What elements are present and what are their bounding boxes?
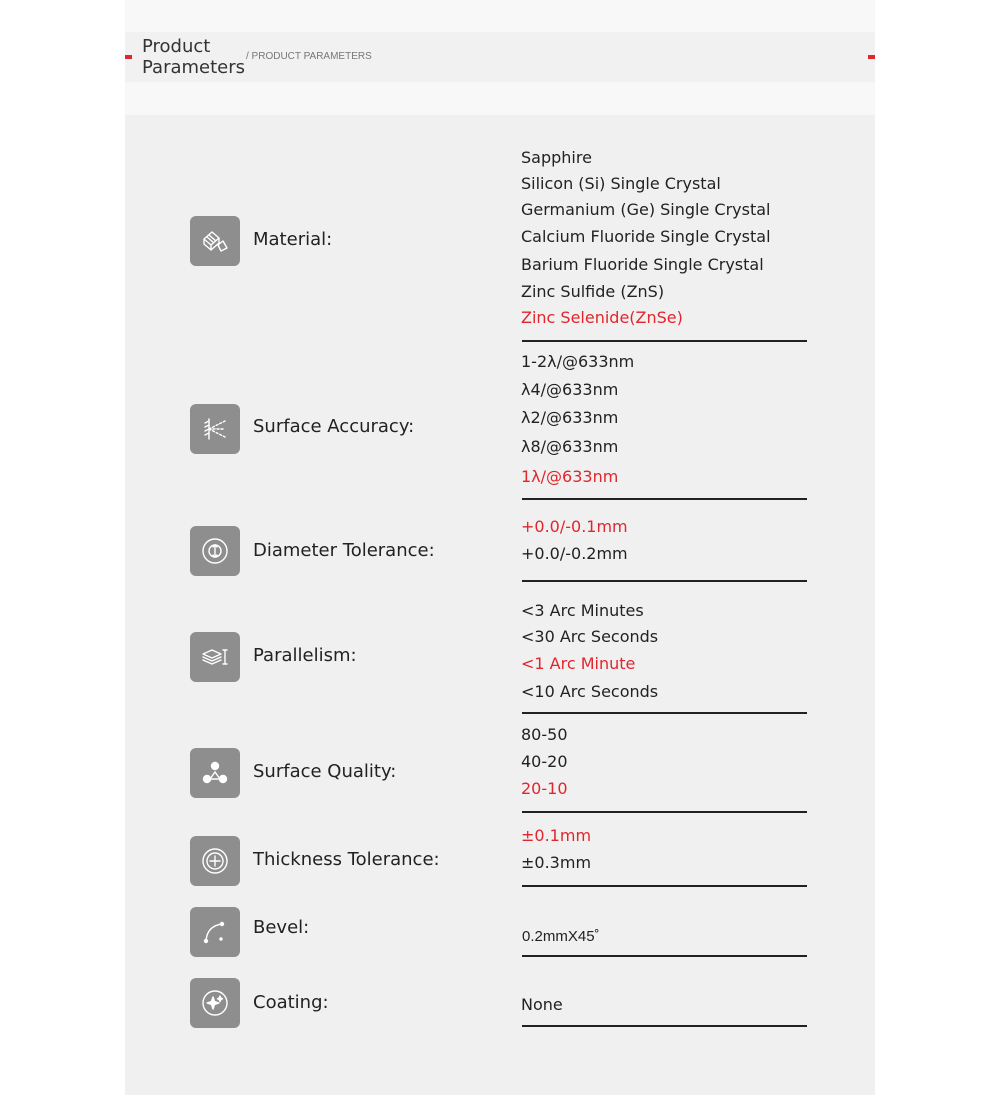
crystal-blocks-icon [190, 216, 240, 266]
surface-accuracy-option: λ2/@633nm [521, 408, 619, 427]
material-divider [522, 340, 807, 342]
sparkle-circle-icon [190, 978, 240, 1028]
material-label: Material: [253, 229, 333, 250]
bevel-label: Bevel: [253, 917, 310, 938]
surface-accuracy-option: λ4/@633nm [521, 380, 619, 399]
diameter-tolerance-divider [522, 580, 807, 582]
three-nodes-icon [190, 748, 240, 798]
thickness-tolerance-option-selected: ±0.1mm [521, 826, 592, 845]
section-subtitle: / PRODUCT PARAMETERS [246, 51, 372, 62]
material-option: Barium Fluoride Single Crystal [521, 255, 764, 274]
surface-quality-option: 80-50 [521, 725, 568, 744]
header-spacer [125, 82, 875, 115]
thickness-tolerance-divider [522, 885, 807, 887]
diameter-circle-icon [190, 526, 240, 576]
surface-accuracy-divider [522, 498, 807, 500]
material-option: Germanium (Ge) Single Crystal [521, 200, 771, 219]
surface-quality-label: Surface Quality: [253, 761, 397, 782]
surface-accuracy-label: Surface Accuracy: [253, 416, 415, 437]
coating-label: Coating: [253, 992, 329, 1013]
material-option: Silicon (Si) Single Crystal [521, 174, 721, 193]
bevel-divider [522, 955, 807, 957]
header-accent-left [125, 55, 132, 59]
thickness-tolerance-option: ±0.3mm [521, 853, 592, 872]
diameter-tolerance-option-selected: +0.0/-0.1mm [521, 517, 628, 536]
header-accent-right [868, 55, 875, 59]
material-option: Sapphire [521, 148, 592, 167]
bevel-curve-icon [190, 907, 240, 957]
parallelism-divider [522, 712, 807, 714]
diameter-tolerance-label: Diameter Tolerance: [253, 540, 435, 561]
thickness-tolerance-label: Thickness Tolerance: [253, 849, 440, 870]
bevel-value: 0.2mmX45˚ [522, 928, 600, 945]
parallelism-option-selected: <1 Arc Minute [521, 654, 636, 673]
parallelism-option: <30 Arc Seconds [521, 627, 659, 646]
section-title: Product Parameters [142, 36, 246, 78]
material-option-selected: Zinc Selenide(ZnSe) [521, 308, 683, 327]
parallelism-label: Parallelism: [253, 645, 357, 666]
plus-circle-icon [190, 836, 240, 886]
material-option: Zinc Sulfide (ZnS) [521, 282, 665, 301]
surface-accuracy-option: 1-2λ/@633nm [521, 352, 635, 371]
surface-quality-divider [522, 811, 807, 813]
parallelism-option: <3 Arc Minutes [521, 601, 644, 620]
surface-quality-option-selected: 20-10 [521, 779, 568, 798]
surface-accuracy-option-selected: 1λ/@633nm [521, 467, 619, 486]
material-option: Calcium Fluoride Single Crystal [521, 227, 771, 246]
surface-quality-option: 40-20 [521, 752, 568, 771]
coating-divider [522, 1025, 807, 1027]
stacked-layers-icon [190, 632, 240, 682]
surface-accuracy-option: λ8/@633nm [521, 437, 619, 456]
top-strip [125, 0, 875, 32]
coating-value: None [521, 995, 563, 1014]
diameter-tolerance-option: +0.0/-0.2mm [521, 544, 628, 563]
surface-rays-icon [190, 404, 240, 454]
parallelism-option: <10 Arc Seconds [521, 682, 659, 701]
